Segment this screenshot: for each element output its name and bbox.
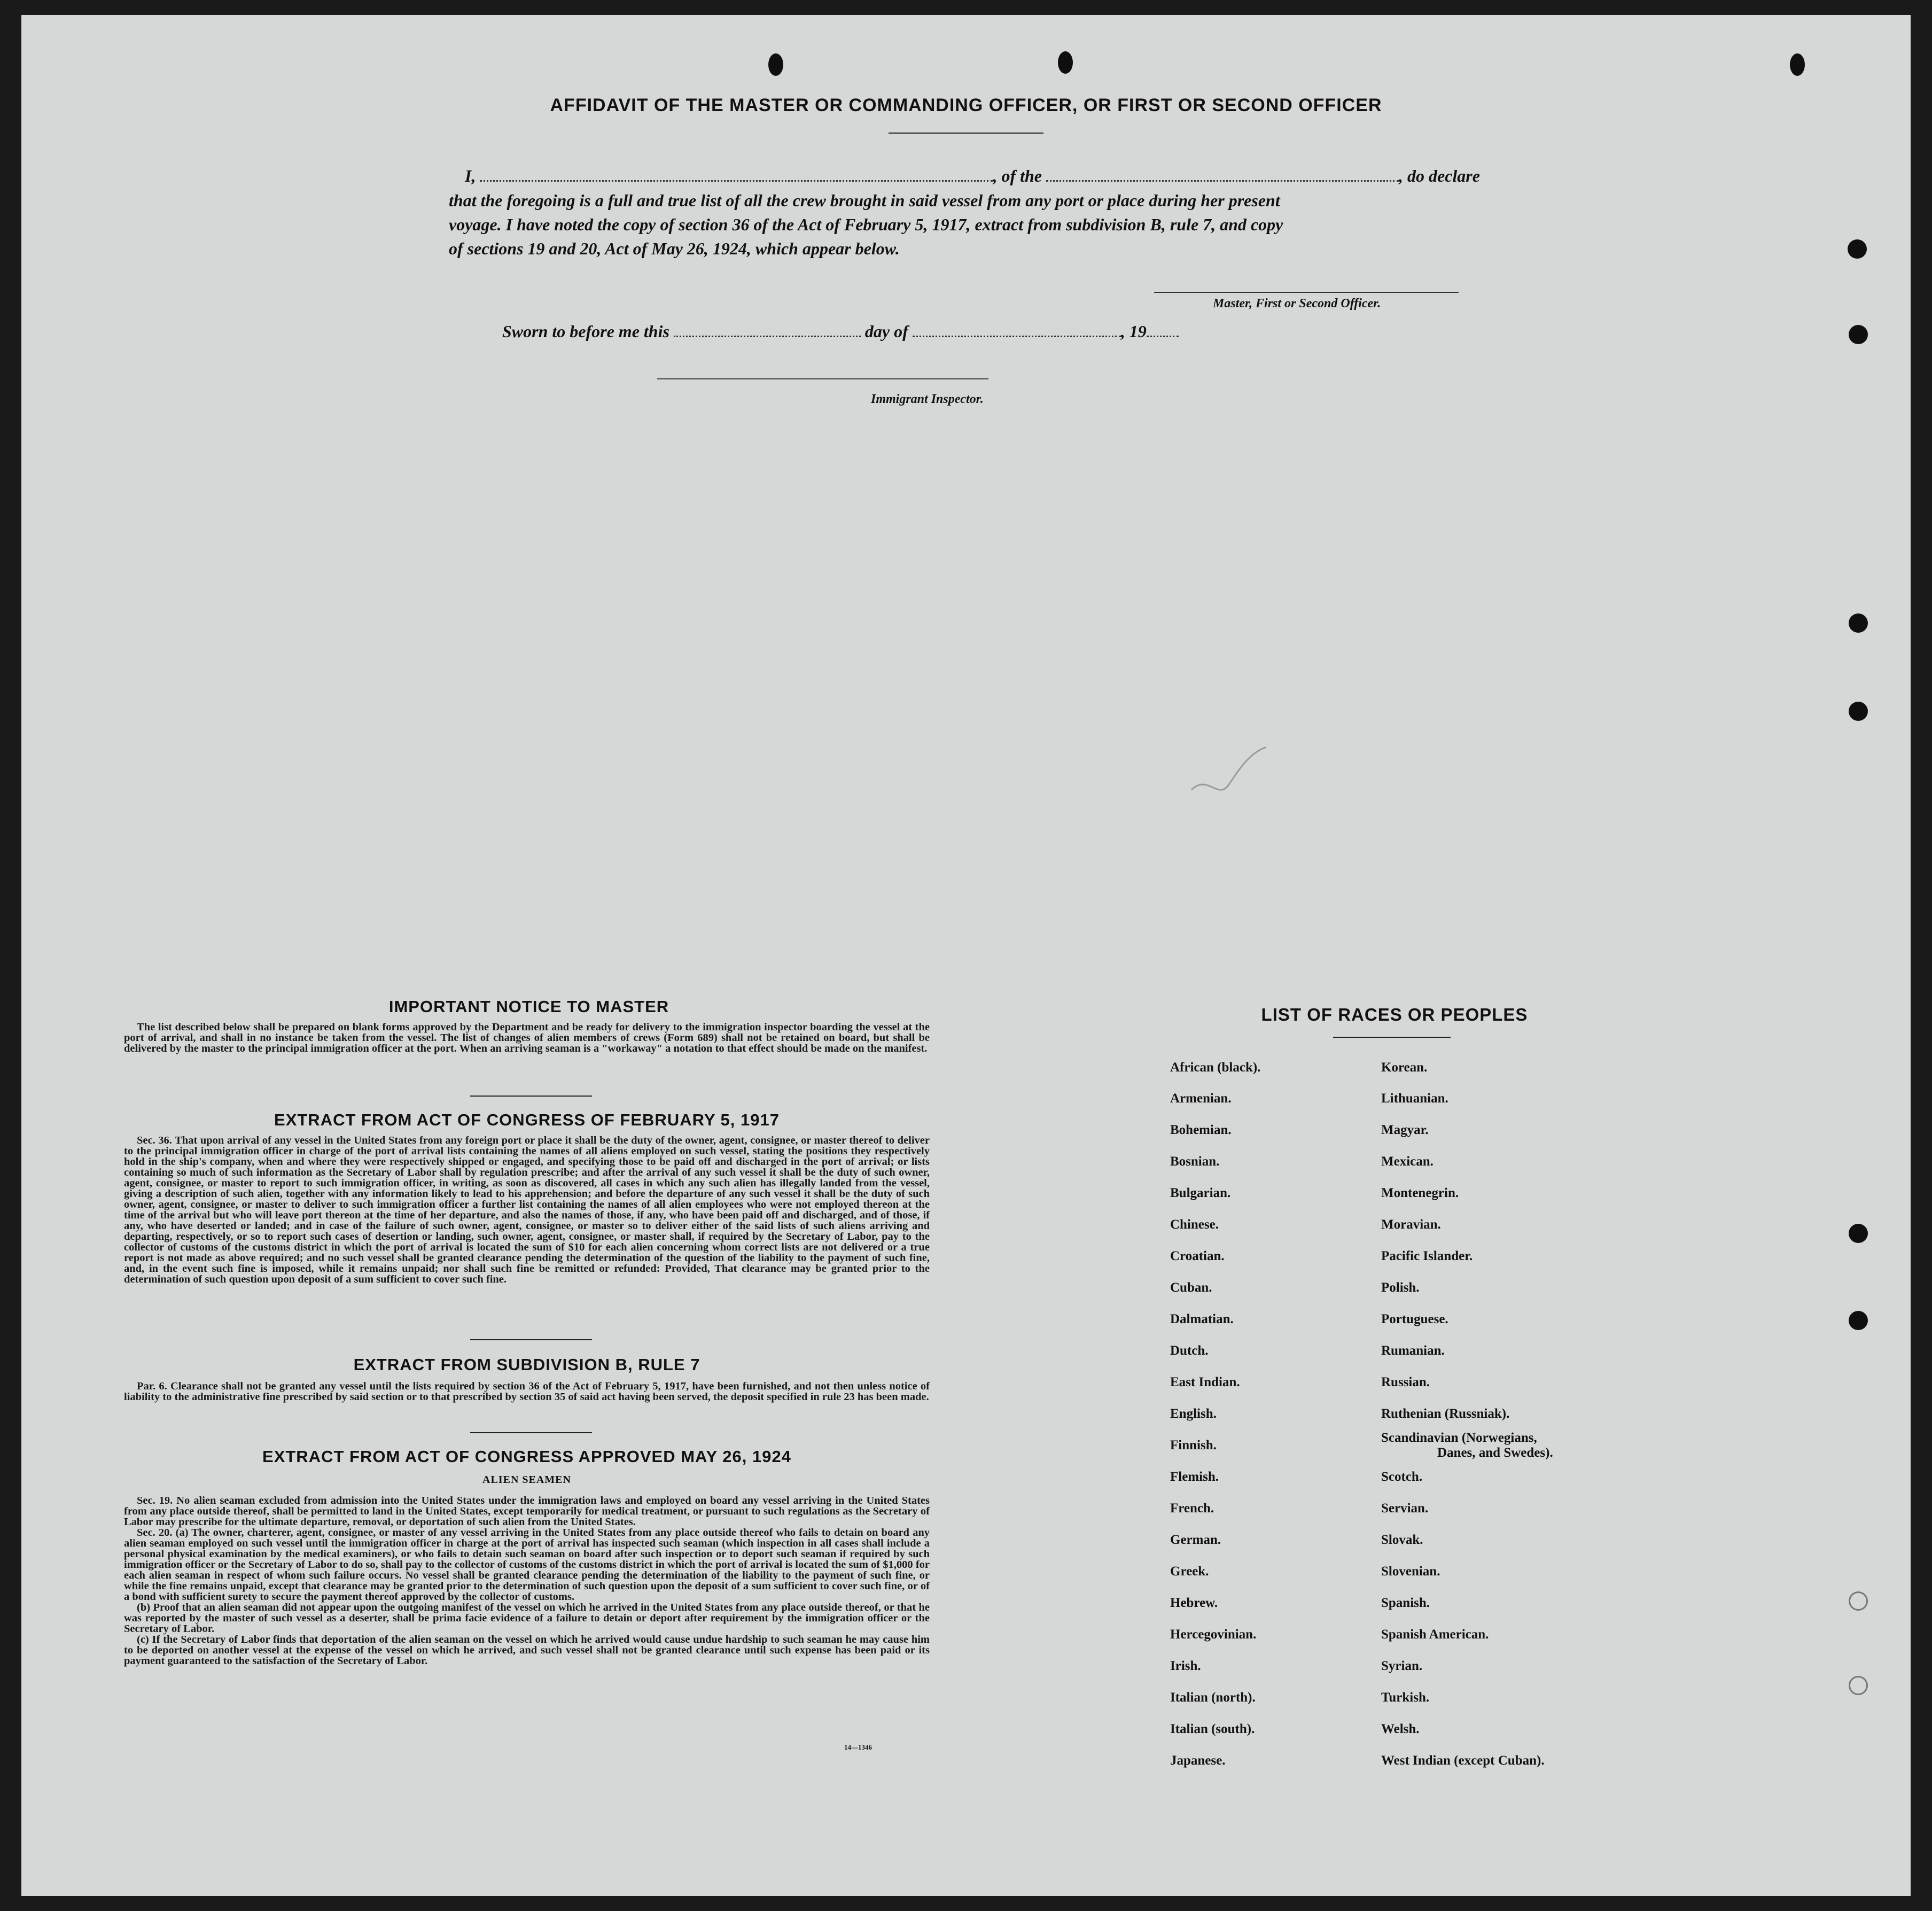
punch-hole — [1790, 53, 1805, 76]
declaration-line-4: of sections 19 and 20, Act of May 26, 1924, which appear below. — [449, 239, 900, 258]
punch-hole — [1849, 325, 1868, 344]
declaration-line-3: voyage. I have noted the copy of section 36 of the Act of February 5, 1917, extract from subdivision B, rule 7, and copy — [449, 215, 1283, 234]
race-item: Korean. — [1381, 1060, 1428, 1075]
vessel-field[interactable] — [1046, 167, 1399, 182]
race-item: Italian (south). — [1170, 1722, 1255, 1736]
sworn-line — [502, 322, 1179, 341]
race-item: Slovenian. — [1381, 1564, 1440, 1579]
race-item: Portuguese. — [1381, 1312, 1448, 1326]
race-item: Italian (north). — [1170, 1690, 1256, 1705]
race-item: Scotch. — [1381, 1470, 1423, 1484]
do-declare-label: , do declare — [1399, 166, 1480, 185]
race-item: Irish. — [1170, 1659, 1201, 1673]
name-field[interactable] — [480, 167, 993, 182]
race-item: Pacific Islander. — [1381, 1249, 1473, 1263]
section-divider — [470, 1339, 592, 1340]
race-item: Bulgarian. — [1170, 1186, 1231, 1200]
inspector-signature-line[interactable] — [657, 378, 988, 379]
race-item: Flemish. — [1170, 1470, 1219, 1484]
extract-1917-title: EXTRACT FROM ACT OF CONGRESS OF FEBRUARY 5, 1917 — [274, 1110, 780, 1129]
race-item: Moravian. — [1381, 1217, 1441, 1232]
inspector-label: Immigrant Inspector. — [871, 392, 984, 406]
document-page — [21, 15, 1911, 1896]
race-item: Syrian. — [1381, 1659, 1423, 1673]
races-title-rule — [1333, 1037, 1451, 1038]
notice-text — [124, 1022, 930, 1054]
punch-hole — [1849, 1311, 1868, 1330]
punch-hole — [1848, 239, 1867, 259]
sworn-day-field[interactable] — [674, 323, 861, 337]
punch-hole — [1058, 51, 1073, 74]
section-divider — [470, 1432, 592, 1433]
race-item: Magyar. — [1381, 1123, 1429, 1137]
race-item: Armenian. — [1170, 1091, 1232, 1106]
race-item: Ruthenian (Russniak). — [1381, 1407, 1510, 1421]
sec-20a-paragraph: Sec. 20. (a) The owner, charterer, agent, consignee, or master of any vessel arriving in the United States from any place outside thereof who fails to detain on board any alien seaman employed on such vessel until the immigration officer in charge at the port of arrival has inspected such seaman (which inspection in all cases shall include a personal physical examination by the medical examiners), or who fails to detain such seaman on board after such inspection or to deport such seaman if required by such immigration officer or the Secretary of Labor to do so, shall pay to the collector of customs of the customs district in which the port of arrival is located the sum of $1,000 for each alien seaman in respect of whom such failure occurs. No vessel shall be granted clearance pending the determination of the liability to the payment of such fine, or while the fine remains unpaid, except that clearance may be granted prior to the determination of such question upon the deposit of a sum sufficient to cover such fine, or of a bond with sufficient surety to secure the payment thereof approved by the collector of customs. — [124, 1527, 930, 1603]
sworn-year-field[interactable] — [1147, 323, 1179, 337]
race-item: East Indian. — [1170, 1375, 1240, 1389]
race-item: Turkish. — [1381, 1690, 1430, 1705]
sec-20b-paragraph: (b) Proof that an alien seaman did not appear upon the outgoing manifest of the vessel on which he arrived in the United States from any place outside thereof, or that he was reported by the master of such vessel as a deserter, shall be prima facie evidence of a failure to detain or deport after requirement by the immigration officer or the Secretary of Labor. — [124, 1602, 930, 1635]
extract-1917-text — [124, 1135, 930, 1285]
race-item: Chinese. — [1170, 1217, 1219, 1232]
master-signature-line[interactable] — [1154, 292, 1459, 293]
race-item-continuation: Danes, and Swedes). — [1437, 1446, 1553, 1460]
affidavit-title: AFFIDAVIT OF THE MASTER OR COMMANDING OFFICER, OR FIRST OR SECOND OFFICER — [550, 95, 1382, 115]
race-item: Slovak. — [1381, 1533, 1423, 1547]
declaration-line-1 — [465, 166, 1480, 186]
race-item: German. — [1170, 1533, 1221, 1547]
race-item: Mexican. — [1381, 1154, 1434, 1169]
race-item: Russian. — [1381, 1375, 1430, 1389]
race-item: Japanese. — [1170, 1753, 1226, 1768]
race-item: Bosnian. — [1170, 1154, 1220, 1169]
race-item: Rumanian. — [1381, 1343, 1445, 1358]
race-item: Greek. — [1170, 1564, 1209, 1579]
master-signature-label: Master, First or Second Officer. — [1213, 297, 1381, 310]
extract-1924-text — [124, 1495, 930, 1666]
race-item: Montenegrin. — [1381, 1186, 1459, 1200]
race-item: Dalmatian. — [1170, 1312, 1234, 1326]
notice-title: IMPORTANT NOTICE TO MASTER — [388, 997, 669, 1016]
year-prefix-label: , 19 — [1120, 322, 1147, 341]
punch-hole — [768, 53, 783, 76]
race-item: Croatian. — [1170, 1249, 1225, 1263]
declaration-line-2: that the foregoing is a full and true list of all the crew brought in said vessel from any port or place during her present — [449, 191, 1280, 210]
race-item: Scandinavian (Norwegians, — [1381, 1431, 1537, 1445]
race-item: Spanish American. — [1381, 1627, 1489, 1642]
notice-paragraph: The list described below shall be prepared on blank forms approved by the Department and be ready for delivery to the immigration inspector boarding the vessel at the port of arrival, and shall in no instance be taken from the vessel. The list of changes of alien members of crews (Form 689) shall not be retained on board, but shall be delivered by the master to the principal immigration officer at the port. When an arriving seaman is a "workaway" a notation to that effect should be made on the manifest. — [124, 1021, 930, 1054]
faint-handwriting-mark — [1186, 742, 1282, 806]
race-item: Lithuanian. — [1381, 1091, 1448, 1106]
race-item: Welsh. — [1381, 1722, 1420, 1736]
sworn-month-field[interactable] — [913, 323, 1121, 337]
race-item: Spanish. — [1381, 1596, 1430, 1610]
extract-rule7-text — [124, 1381, 930, 1402]
race-item: Dutch. — [1170, 1343, 1209, 1358]
punch-hole — [1849, 1224, 1868, 1243]
day-of-label: day of — [864, 322, 908, 341]
race-item: African (black). — [1170, 1060, 1261, 1075]
sec-20c-paragraph: (c) If the Secretary of Labor finds that deportation of the alien seaman on the vessel on which he arrived would cause undue hardship to such seaman he may cause him to be deported on another vessel at the expense of the vessel on which he arrived, and such vessel shall not be granted clearance until such expense has been paid or its payment guaranteed to the satisfaction of the Secretary of Labor. — [124, 1634, 930, 1667]
declaration-i-label: I, — [465, 166, 476, 185]
race-item: Servian. — [1381, 1501, 1429, 1516]
form-number: 14—1346 — [844, 1743, 872, 1751]
race-item: West Indian (except Cuban). — [1381, 1753, 1545, 1768]
race-item: Hebrew. — [1170, 1596, 1218, 1610]
punch-hole — [1849, 702, 1868, 721]
of-the-label: , of the — [993, 166, 1042, 185]
sec-19-paragraph: Sec. 19. No alien seaman excluded from admission into the United States under the immigration laws and employed on board any vessel arriving in the United States from any place outside thereof, shall be permitted to land in the United States, except temporarily for medical treatment, or pursuant to such regulations as the Secretary of Labor may prescribe for the ultimate departure, removal, or deportation of such alien from the United States. — [124, 1495, 930, 1528]
title-rule — [889, 133, 1043, 134]
punch-hole — [1849, 613, 1868, 633]
extract-1924-title: EXTRACT FROM ACT OF CONGRESS APPROVED MAY 26, 1924 — [262, 1447, 791, 1466]
race-item: French. — [1170, 1501, 1214, 1516]
race-item: Cuban. — [1170, 1280, 1212, 1295]
par-6-paragraph: Par. 6. Clearance shall not be granted any vessel until the lists required by section 36 of the Act of February 5, 1917, have been furnished, and not then unless notice of liability to the administrative fine prescribed by said section or to that prescribed by section 35 of said act having been served, the deposit specified in rule 23 has been made. — [124, 1380, 930, 1403]
sec-36-paragraph: Sec. 36. That upon arrival of any vessel in the United States from any foreign port or place it shall be the duty of the owner, agent, consignee, or master thereof to deliver to the principal immigration officer in charge of the port of arrival lists containing the names of all aliens employed on such vessel, stating the positions they respectively hold in the ship's company, when and where they were respectively shipped or engaged, and specifying those to be paid off and discharged in the port of arrival; or lists containing so much of such information as the Secretary of Labor shall by regulation prescribe; and after the arrival of any such vessel it shall be the duty of such owner, agent, consignee, or master to report to such immigration officer, in writing, as soon as discovered, all cases in which any such alien has illegally landed from the vessel, giving a description of such alien, together with any information likely to lead to his apprehension; and before the departure of any such vessel it shall be the duty of such owner, agent, consignee, or master to deliver to such immigration officer a further list containing the names of all alien employees who were not employed thereon at the time of the arrival but who will leave port thereon at the time of her departure, and also the names of those, if any, who have been paid off and discharged, and of those, if any, who have deserted or landed; and in case of the failure of such owner, agent, consignee, or master so to deliver either of the said lists of such aliens arriving and departing, respectively, or so to report such cases of desertion or landing, such owner, agent, consignee, or master shall, if required by the Secretary of Labor, pay to the collector of customs of the customs district in which the port of arrival is located the sum of $10 for each alien concerning whom correct lists are not delivered or a true report is not made as above required; and no such vessel shall be granted clearance pending the determination of the question of the liability to the payment of such fine, and, in the event such fine is imposed, while it remains unpaid; nor shall such fine be remitted or refunded: Provided, That clearance may be granted prior to the determination of such question upon deposit of a sum sufficient to cover such fine. — [124, 1135, 930, 1285]
race-item: Polish. — [1381, 1280, 1420, 1295]
race-item: Hercegovinian. — [1170, 1627, 1257, 1642]
extract-rule7-title: EXTRACT FROM SUBDIVISION B, RULE 7 — [353, 1355, 700, 1374]
race-item: Finnish. — [1170, 1438, 1217, 1452]
race-item: English. — [1170, 1407, 1217, 1421]
races-title: LIST OF RACES OR PEOPLES — [1261, 1005, 1528, 1024]
race-item: Bohemian. — [1170, 1123, 1232, 1137]
alien-seamen-subtitle: ALIEN SEAMEN — [482, 1474, 571, 1486]
punch-hole — [1849, 1591, 1868, 1611]
punch-hole — [1849, 1676, 1868, 1695]
sworn-label: Sworn to before me this — [502, 322, 669, 341]
section-divider — [470, 1096, 592, 1097]
